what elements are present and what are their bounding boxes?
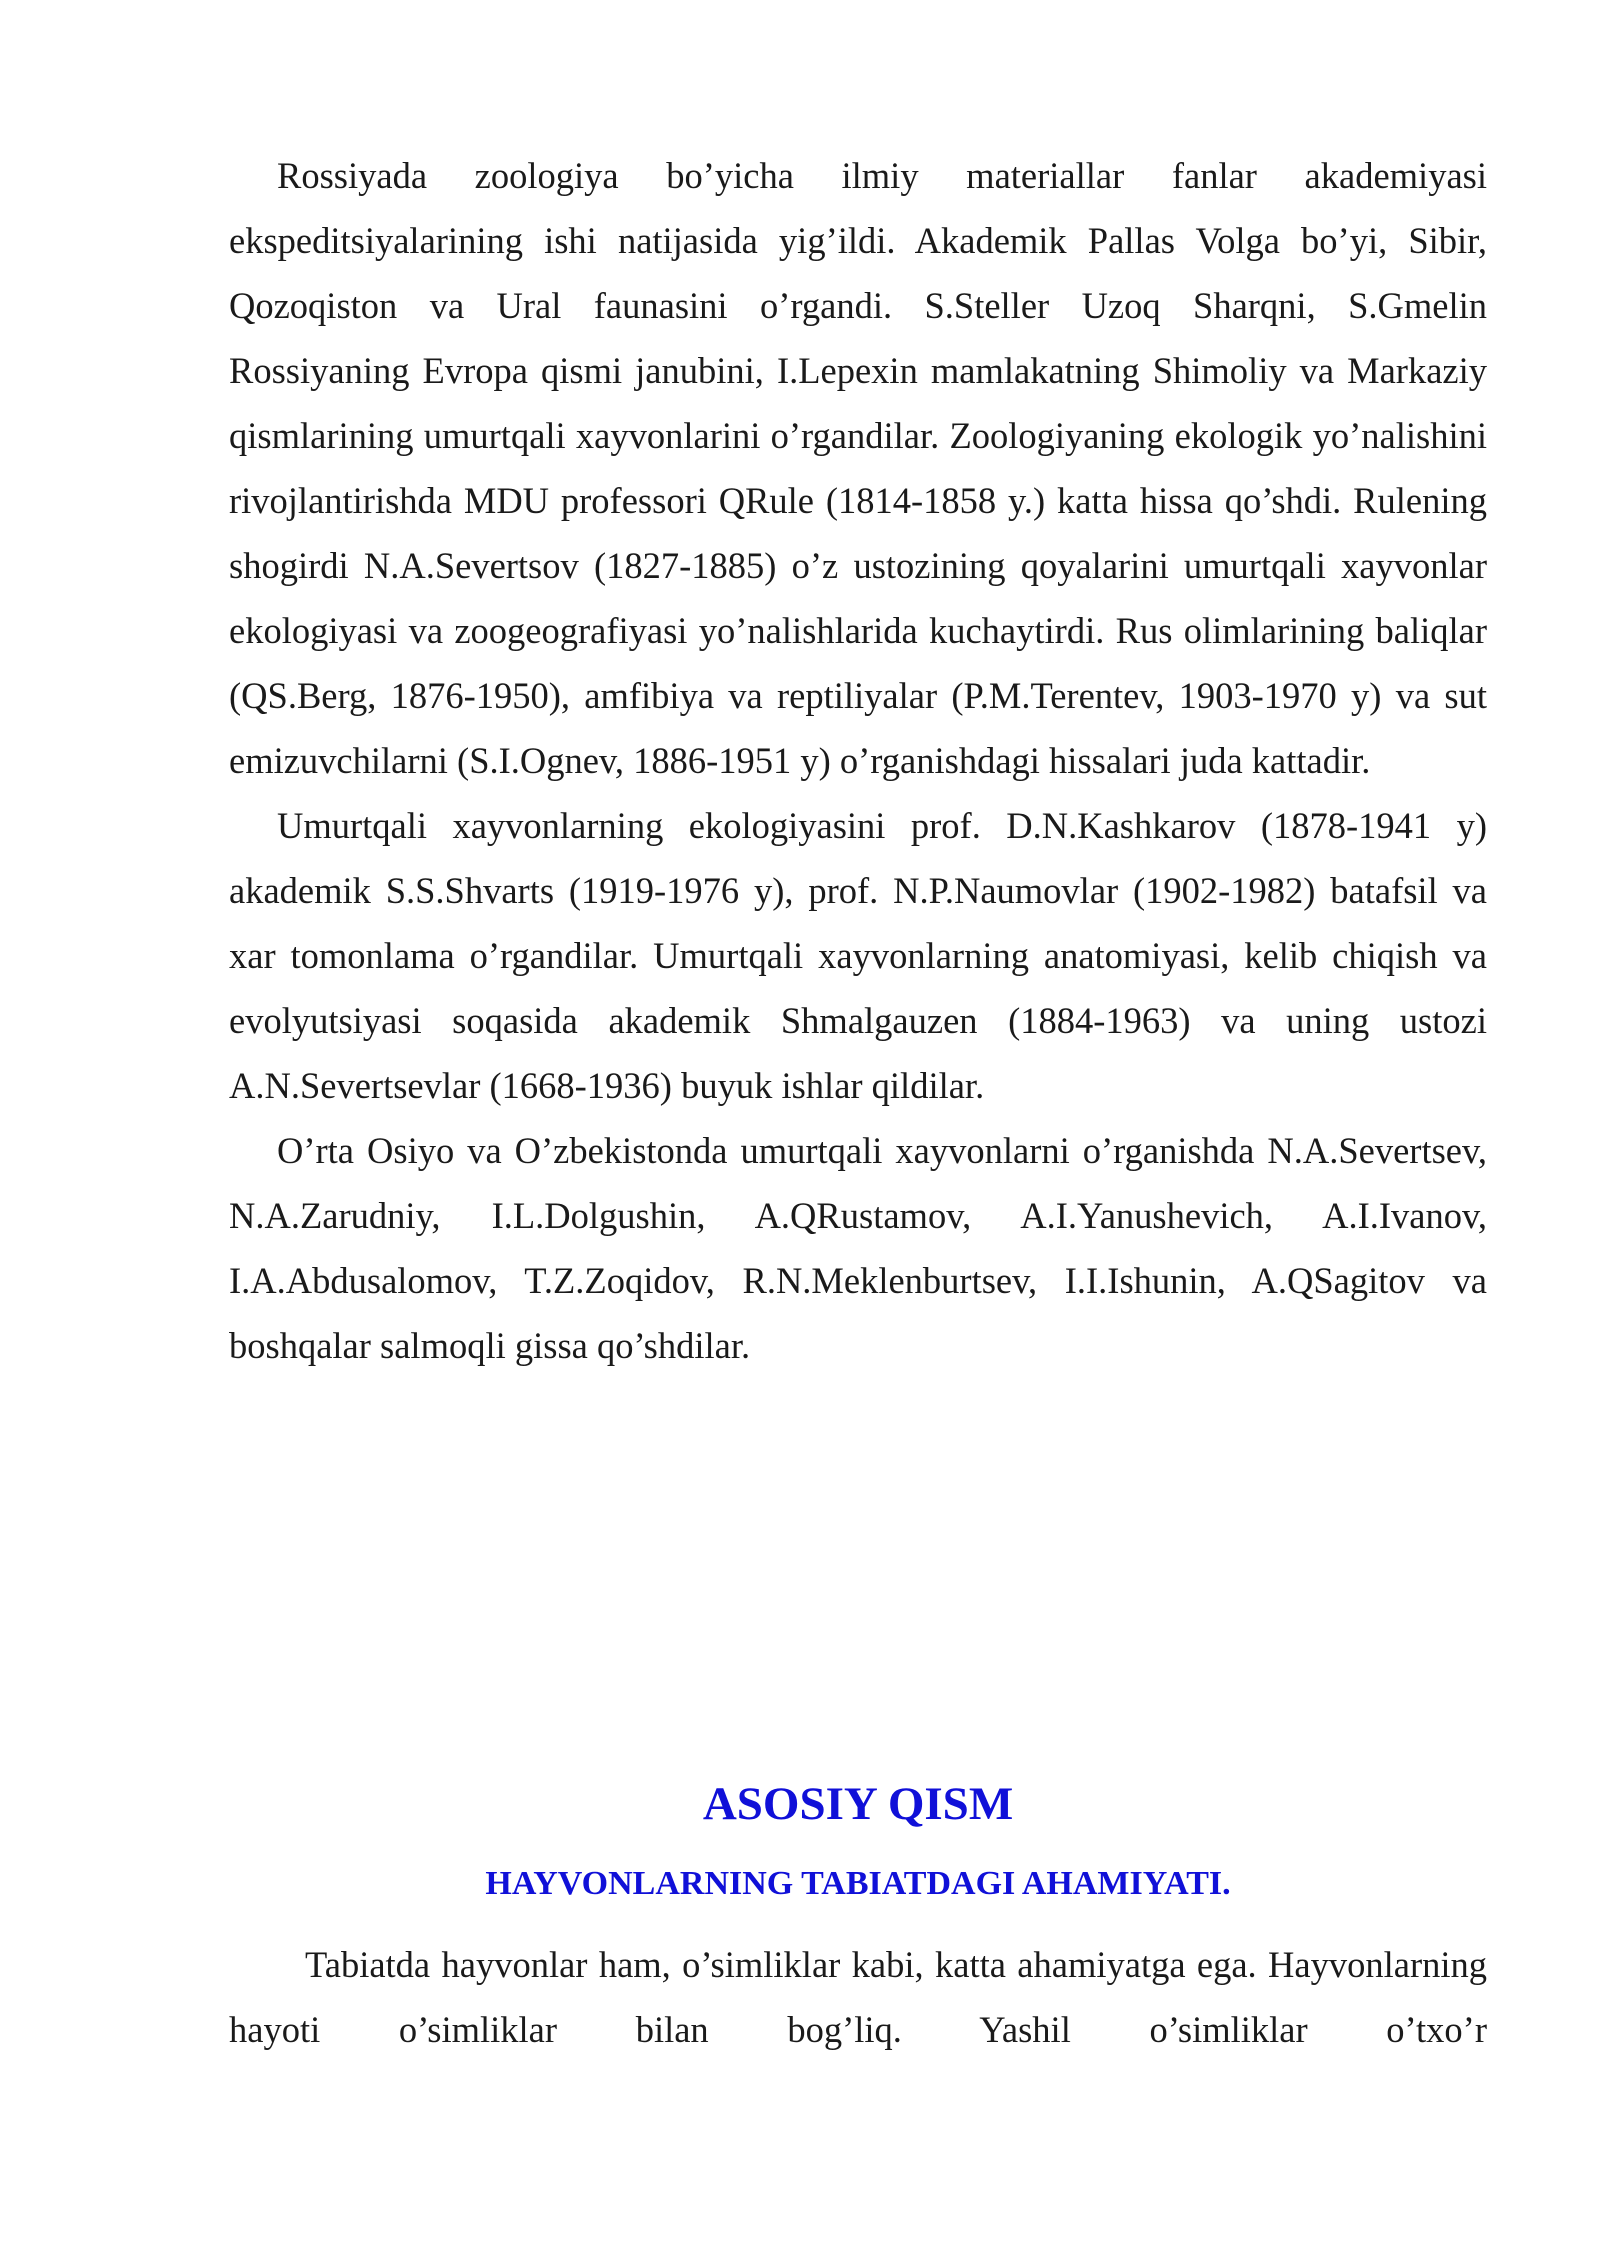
section-text-block — [229, 1932, 1487, 2062]
paragraph-central-asia: O’rta Osiyo va O’zbekistonda umurtqali xayvonlarni o’rganishda N.A.Severtsev, N.A.Zarudniy, I.L.Dolgushin, A.QRustamov, A.I.Yanushevich, A.I.Ivanov, I.A.Abdusalomov, T.Z.Zoqidov, R.N.Meklenburtsev, I.I.Ishunin, A.QSagitov va boshqalar salmoqli gissa qo’shdilar. — [229, 1130, 1487, 1366]
section-subtitle: HAYVONLARNING TABIATDAGI AHAMIYATI. — [485, 1865, 1231, 1902]
intro-text-block — [229, 143, 1487, 1378]
section-title: ASOSIY QISM — [702, 1778, 1014, 1830]
paragraph-animals-in-nature: Tabiatda hayvonlar ham, o’simliklar kabi, katta ahamiyatga ega. Hayvonlarning hayoti o’simliklar bilan bog’liq. Yashil o’simliklar o’txo’r — [229, 1944, 1487, 2050]
paragraph-vertebrate-ecology: Umurtqali xayvonlarning ekologiyasini prof. D.N.Kashkarov (1878-1941 y) akademik S.S.Shvarts (1919-1976 y), prof. N.P.Naumovlar (1902-1982) batafsil va xar tomonlama o’rgandilar. Umurtqali xayvonlarning anatomiyasi, kelib chiqish va evolyutsiyasi soqasida akademik Shmalgauzen (1884-1963) va uning ustozi A.N.Severtsevlar (1668-1936) buyuk ishlar qildilar. — [229, 805, 1487, 1106]
paragraph-zoology-russia: Rossiyada zoologiya bo’yicha ilmiy materiallar fanlar akademiyasi ekspeditsiyalarining ishi natijasida yig’ildi. Akademik Pallas Volga bo’yi, Sibir, Qozoqiston va Ural faunasini o’rgandi. S.Steller Uzoq Sharqni, S.Gmelin Rossiyaning Evropa qismi janubini, I.Lepexin mamlakatning Shimoliy va Markaziy qismlarining umurtqali xayvonlarini o’rgandilar. Zoologiyaning ekologik yo’nalishini rivojlantirishda MDU professori QRule (1814-1858 y.) katta hissa qo’shdi. Rulening shogirdi N.A.Severtsov (1827-1885) o’z ustozining qoyalarini umurtqali xayvonlar ekologiyasi va zoogeografiyasi yo’nalishlarida kuchaytirdi. Rus olimlarining baliqlar (QS.Berg, 1876-1950), amfibiya va reptiliyalar (P.M.Terentev, 1903-1970 y) va sut emizuvchilarni (S.I.Ognev, 1886-1951 y) o’rganishdagi hissalari juda kattadir. — [229, 155, 1487, 781]
